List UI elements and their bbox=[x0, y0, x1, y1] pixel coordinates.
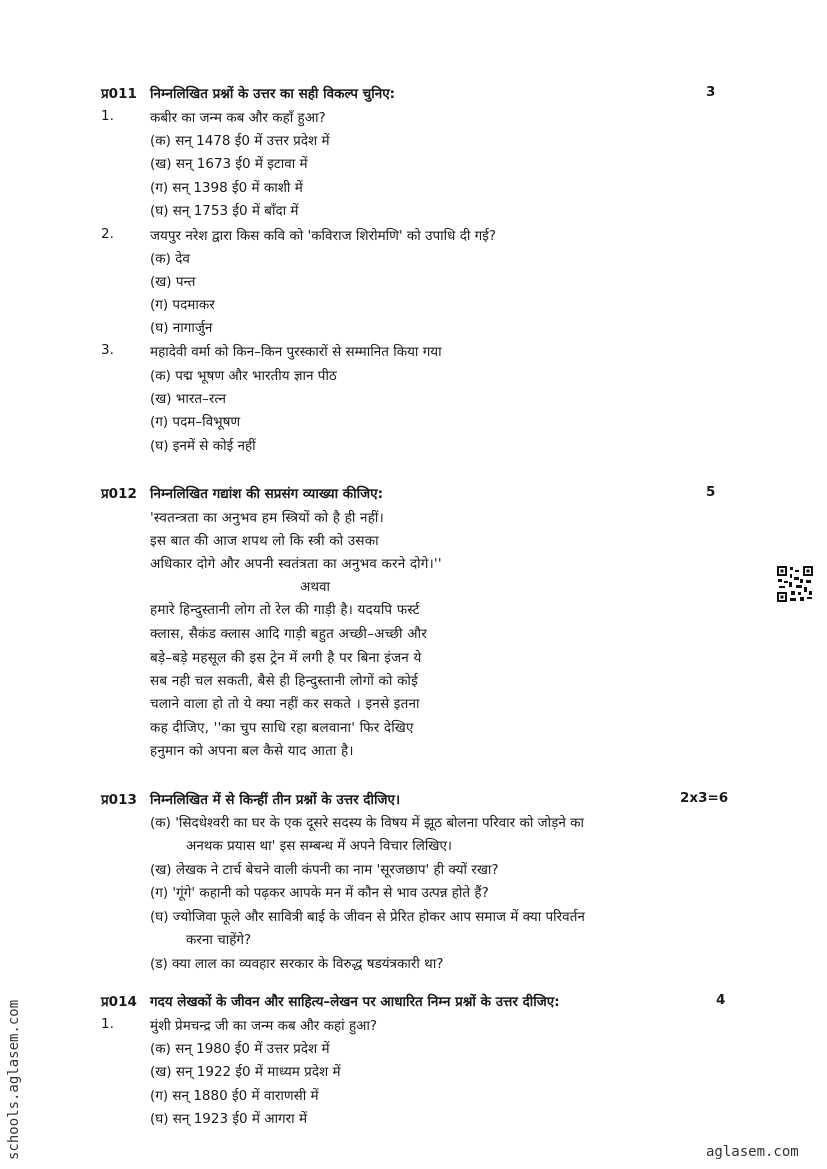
option: (घ) इनमें से कोई नहीं bbox=[150, 438, 256, 454]
question-heading: निम्नलिखित में से किन्हीं तीन प्रश्नों के उत्तर दीजिए। bbox=[150, 792, 401, 808]
question-marks: 2x3=6 bbox=[680, 790, 729, 806]
option: (ग) सन् 1398 ई0 में काशी में bbox=[150, 180, 303, 196]
passage-line: सब नही चल सकती, बैसे ही हिन्दुस्तानी लोगों को कोई bbox=[150, 673, 418, 689]
question-marks: 5 bbox=[706, 484, 716, 500]
qr-code-icon bbox=[776, 565, 814, 603]
sub-question-text: महादेवी वर्मा को किन–किन पुरस्कारों से सम्मानित किया गया bbox=[150, 344, 442, 360]
side-watermark: schools.aglasem.com bbox=[6, 999, 22, 1160]
sub-question-text: करना चाहेंगे? bbox=[186, 932, 252, 948]
passage-line: हमारे हिन्दुस्तानी लोग तो रेल की गाड़ी है। यदयपि फर्स्ट bbox=[150, 602, 420, 618]
sub-question-number: 1. bbox=[101, 1016, 114, 1032]
sub-question-text: जयपुर नरेश द्वारा किस कवि को 'कविराज शिरोमणि' को उपाधि दी गई? bbox=[150, 228, 497, 244]
passage-line: अधिकार दोगे और अपनी स्वतंत्रता का अनुभव करने दोगे।'' bbox=[150, 556, 442, 572]
option: (क) सन् 1478 ई0 में उत्तर प्रदेश में bbox=[150, 133, 330, 149]
passage-line: क्लास, सैकंड क्लास आदि गाड़ी बहुत अच्छी–अच्छी और bbox=[150, 626, 427, 642]
bottom-watermark: aglasem.com bbox=[706, 1144, 799, 1160]
option: (क) देव bbox=[150, 251, 190, 267]
option: (ख) पन्त bbox=[150, 274, 196, 290]
passage-line: चलाने वाला हो तो ये क्या नहीं कर सकते । इनसे इतना bbox=[150, 696, 420, 712]
passage-line: बड़े–बड़े महसूल की इस ट्रेन में लगी है पर बिना इंजन ये bbox=[150, 650, 422, 666]
sub-question-text: (ड) क्या लाल का व्यवहार सरकार के विरुद्ध षडयंत्रकारी था? bbox=[150, 956, 444, 972]
option: (घ) सन् 1923 ई0 में आगरा में bbox=[150, 1111, 308, 1127]
option: (क) पद्म भूषण और भारतीय ज्ञान पीठ bbox=[150, 368, 337, 384]
or-separator: अथवा bbox=[300, 579, 330, 595]
question-heading: निम्नलिखित गद्यांश की सप्रसंग व्याख्या कीजिए: bbox=[150, 486, 384, 502]
sub-question-text: कबीर का जन्म कब और कहाँ हुआ? bbox=[150, 110, 326, 126]
option: (ख) सन् 1673 ई0 में इटावा में bbox=[150, 156, 308, 172]
sub-question-text: (ख) लेखक ने टार्च बेचने वाली कंपनी का नाम 'सूरजछाप' ही क्यों रखा? bbox=[150, 862, 499, 878]
option: (ग) पदमाकर bbox=[150, 297, 215, 313]
sub-question-number: 1. bbox=[101, 108, 114, 124]
passage-line: इस बात की आज शपथ लो कि स्त्री को उसका bbox=[150, 533, 379, 549]
question-heading: गदय लेखकों के जीवन और साहित्य–लेखन पर आधारित निम्न प्रश्नों के उत्तर दीजिए: bbox=[150, 994, 560, 1010]
question-number: प्र011 bbox=[101, 86, 137, 102]
passage-line: 'स्वतन्त्रता का अनुभव हम स्त्रियों को है ही नहीं। bbox=[150, 510, 384, 526]
question-number: प्र014 bbox=[101, 994, 137, 1010]
sub-question-text: अनथक प्रयास था' इस सम्बन्ध में अपने विचार लिखिए। bbox=[186, 838, 453, 854]
sub-question-number: 3. bbox=[101, 342, 114, 358]
sub-question-text: (घ) ज्योजिवा फूले और सावित्री बाई के जीवन से प्रेरित होकर आप समाज में क्या परिवर्तन bbox=[150, 909, 585, 925]
sub-question-text: मुंशी प्रेमचन्द्र जी का जन्म कब और कहां हुआ? bbox=[150, 1018, 378, 1034]
option: (घ) सन् 1753 ई0 में बाँदा में bbox=[150, 203, 299, 219]
question-marks: 3 bbox=[706, 84, 716, 100]
option: (क) सन् 1980 ई0 में उत्तर प्रदेश में bbox=[150, 1041, 330, 1057]
option: (ग) सन् 1880 ई0 में वाराणसी में bbox=[150, 1088, 319, 1104]
passage-line: हनुमान को अपना बल कैसे याद आता है। bbox=[150, 743, 354, 759]
passage-line: कह दीजिए, ''का चुप साधि रहा बलवाना' फिर देखिए bbox=[150, 720, 414, 736]
option: (ख) भारत–रत्न bbox=[150, 391, 226, 407]
question-number: प्र012 bbox=[101, 486, 137, 502]
question-number: प्र013 bbox=[101, 792, 137, 808]
option: (घ) नागार्जुन bbox=[150, 320, 213, 336]
option: (ख) सन् 1922 ई0 में माध्यम प्रदेश में bbox=[150, 1064, 341, 1080]
question-marks: 4 bbox=[716, 992, 726, 1008]
option: (ग) पदम–विभूषण bbox=[150, 414, 241, 430]
question-heading: निम्नलिखित प्रश्नों के उत्तर का सही विकल्प चुनिए: bbox=[150, 86, 396, 102]
sub-question-number: 2. bbox=[101, 226, 114, 242]
sub-question-text: (ग) 'गूंगे' कहानी को पढ़कर आपके मन में कौन से भाव उत्पन्न होते हैं? bbox=[150, 885, 489, 901]
sub-question-text: (क) 'सिदधेश्वरी का घर के एक दूसरे सदस्य के विषय में झूठ बोलना परिवार को जोड़ने का bbox=[150, 815, 585, 831]
